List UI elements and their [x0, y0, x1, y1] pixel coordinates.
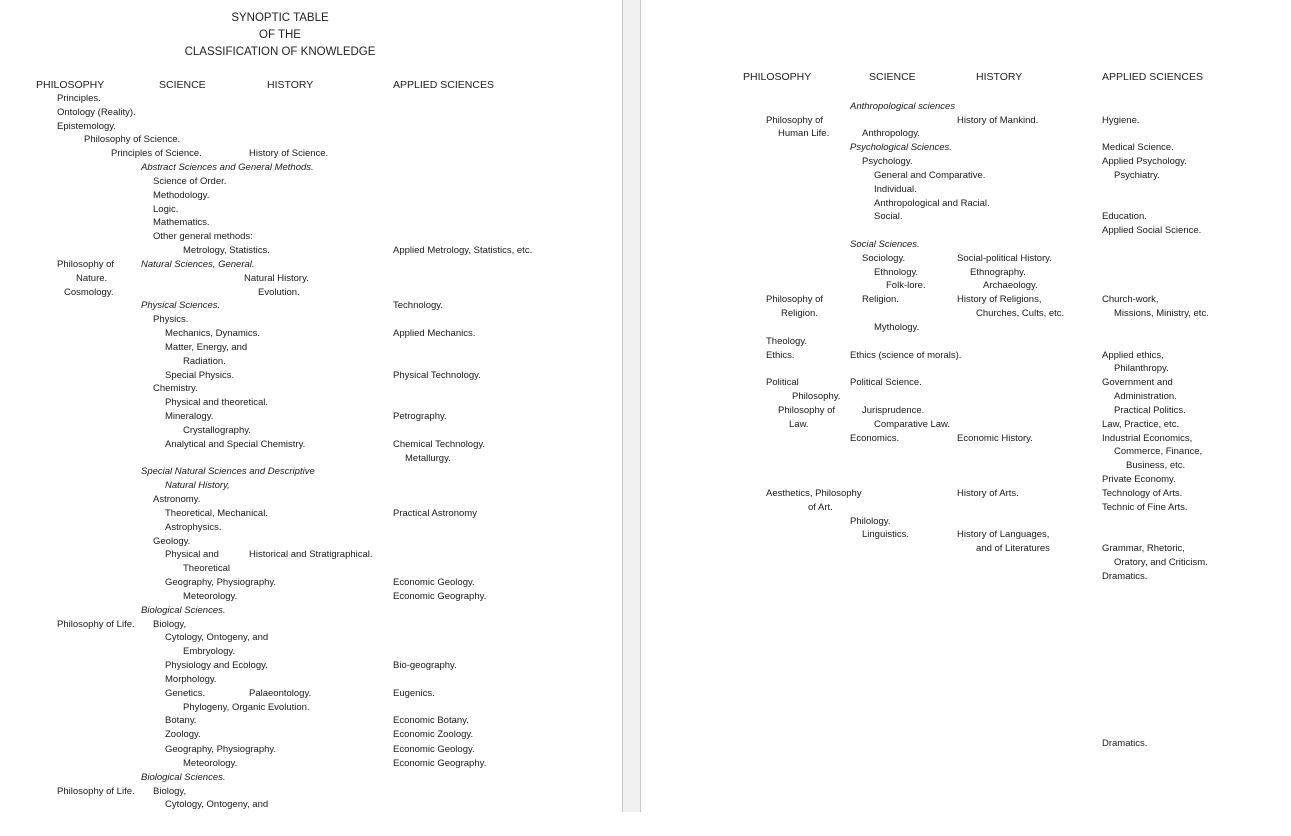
- table-entry: Psychological Sciences.: [850, 142, 952, 153]
- table-entry: Private Economy.: [1102, 474, 1176, 485]
- table-entry: Political Science.: [850, 377, 922, 388]
- table-entry: Palaeontology.: [249, 688, 312, 699]
- table-entry: History of Mankind.: [957, 115, 1039, 126]
- table-entry: Meteorology.: [183, 758, 238, 769]
- table-entry: Biology,: [153, 619, 187, 630]
- column-header-science: SCIENCE: [869, 71, 916, 83]
- table-entry: Commerce, Finance,: [1114, 446, 1203, 457]
- column-header-history: HISTORY: [267, 79, 314, 91]
- table-entry: Theoretical: [183, 563, 230, 574]
- table-entry: Physics.: [153, 314, 189, 325]
- table-entry: Philosophy of: [766, 294, 824, 305]
- table-entry: Comparative Law.: [874, 419, 951, 430]
- table-entry: Social Sciences.: [850, 239, 920, 250]
- table-entry: Crystallography.: [183, 425, 251, 436]
- table-entry: Anthropological sciences: [850, 101, 956, 112]
- table-entry: Science of Order.: [153, 176, 227, 187]
- table-entry: Zoology.: [165, 729, 201, 740]
- table-entry: Evolution.: [258, 287, 300, 298]
- table-entry: Metallurgy.: [405, 453, 451, 464]
- table-entry: Churches, Cults, etc.: [976, 308, 1065, 319]
- table-entry: Geography, Physiography.: [165, 577, 277, 588]
- table-entry: Philosophy of Life.: [57, 786, 135, 797]
- table-entry: Archaeology.: [983, 280, 1038, 291]
- table-entry: Philosophy of: [778, 405, 836, 416]
- table-entry: Practical Politics.: [1114, 405, 1186, 416]
- table-entry: Theoretical, Mechanical.: [165, 508, 268, 519]
- table-entry: Anthropological and Racial.: [874, 198, 990, 209]
- table-entry: Economic History.: [957, 433, 1033, 444]
- table-entry: and of Literatures: [976, 543, 1050, 554]
- table-entry: Special Natural Sciences and Descriptive: [141, 466, 315, 477]
- table-title-line-2: OF THE: [259, 29, 301, 41]
- table-entry: Morphology.: [165, 674, 217, 685]
- table-entry: Chemical Technology.: [393, 439, 486, 450]
- table-entry: Social-political History.: [957, 253, 1052, 264]
- page-gutter: [622, 0, 641, 812]
- table-entry: Psychiatry.: [1114, 170, 1160, 181]
- table-entry: Philosophy.: [792, 391, 841, 402]
- table-entry: Philanthropy.: [1114, 363, 1169, 374]
- table-entry: Religion.: [862, 294, 899, 305]
- table-entry: Dramatics.: [1102, 571, 1148, 582]
- table-entry: Missions, Ministry, etc.: [1114, 308, 1209, 319]
- table-entry: Industrial Economics,: [1102, 433, 1193, 444]
- table-entry: Geology.: [153, 536, 191, 547]
- table-entry: Medical Science.: [1102, 142, 1174, 153]
- table-entry: Linguistics.: [862, 529, 909, 540]
- table-entry: Folk-lore.: [886, 280, 926, 291]
- table-entry: Economic Botany.: [393, 715, 469, 726]
- table-entry: Individual.: [874, 184, 917, 195]
- table-entry: Economics.: [850, 433, 900, 444]
- table-entry: Physiology and Ecology.: [165, 660, 268, 671]
- table-entry: Natural History,: [165, 480, 230, 491]
- table-entry: Bio-geography.: [393, 660, 457, 671]
- table-entry: Botany.: [165, 715, 197, 726]
- table-entry: General and Comparative.: [874, 170, 986, 181]
- table-entry: Eugenics.: [393, 688, 435, 699]
- table-entry: Education.: [1102, 211, 1147, 222]
- table-entry: Sociology.: [862, 253, 906, 264]
- table-entry: Historical and Stratigraphical.: [249, 549, 373, 560]
- table-entry: Physical Sciences.: [141, 300, 221, 311]
- column-header-applied-sciences: APPLIED SCIENCES: [1102, 71, 1203, 83]
- table-entry: Geography, Physiography.: [165, 744, 277, 755]
- table-entry: Dramatics.: [1102, 738, 1148, 749]
- table-entry: Ethnology.: [874, 267, 919, 278]
- table-entry: Petrography.: [393, 411, 447, 422]
- table-entry: Logic.: [153, 204, 179, 215]
- table-title-line-1: SYNOPTIC TABLE: [231, 12, 329, 24]
- table-entry: Meteorology.: [183, 591, 238, 602]
- page-left: [0, 0, 622, 812]
- table-entry: Matter, Energy, and: [165, 342, 248, 353]
- table-entry: Biological Sciences.: [141, 605, 226, 616]
- window-bottom-edge: [0, 812, 1291, 836]
- table-entry: Astrophysics.: [165, 522, 222, 533]
- table-entry: of Art.: [808, 502, 833, 513]
- table-entry: Law, Practice, etc.: [1102, 419, 1180, 430]
- table-entry: Biological Sciences.: [141, 772, 226, 783]
- table-entry: Phylogeny, Organic Evolution.: [183, 702, 310, 713]
- table-entry: Nature.: [76, 273, 108, 284]
- column-header-applied-sciences: APPLIED SCIENCES: [393, 79, 494, 91]
- table-entry: Physical and: [165, 549, 219, 560]
- table-entry: Analytical and Special Chemistry.: [165, 439, 306, 450]
- table-entry: Cytology, Ontogeny, and: [165, 632, 269, 643]
- table-entry: Psychology.: [862, 156, 913, 167]
- table-entry: Principles of Science.: [111, 148, 202, 159]
- table-entry: Law.: [789, 419, 809, 430]
- column-header-philosophy: PHILOSOPHY: [36, 79, 105, 91]
- table-entry: Applied Social Science.: [1102, 225, 1202, 236]
- table-entry: Natural Sciences, General.: [141, 259, 255, 270]
- table-entry: Human Life.: [778, 128, 830, 139]
- table-entry: Economic Geology.: [393, 577, 475, 588]
- table-entry: Natural History.: [244, 273, 309, 284]
- table-entry: Ethics.: [766, 350, 795, 361]
- table-entry: Economic Geography.: [393, 758, 487, 769]
- table-entry: Radiation.: [183, 356, 226, 367]
- table-entry: Religion.: [781, 308, 818, 319]
- table-entry: Genetics.: [165, 688, 206, 699]
- table-entry: Philosophy of Life.: [57, 619, 135, 630]
- table-entry: Cosmology.: [64, 287, 114, 298]
- column-header-science: SCIENCE: [159, 79, 206, 91]
- table-entry: Economic Zoology.: [393, 729, 474, 740]
- table-entry: Aesthetics, Philosophy: [766, 488, 862, 499]
- table-entry: Administration.: [1114, 391, 1177, 402]
- table-entry: Social.: [874, 211, 903, 222]
- table-entry: Mineralogy.: [165, 411, 214, 422]
- table-entry: Other general methods:: [153, 231, 253, 242]
- table-entry: Methodology.: [153, 190, 210, 201]
- table-entry: Technology.: [393, 300, 443, 311]
- table-entry: Cytology, Ontogeny, and: [165, 799, 269, 810]
- table-entry: Political: [766, 377, 799, 388]
- table-entry: Government and: [1102, 377, 1173, 388]
- table-entry: History of Languages,: [957, 529, 1050, 540]
- table-entry: Anthropology.: [862, 128, 920, 139]
- table-entry: Mechanics, Dynamics.: [165, 328, 261, 339]
- column-header-philosophy: PHILOSOPHY: [743, 71, 812, 83]
- table-entry: Applied ethics,: [1102, 350, 1164, 361]
- table-entry: Oratory, and Criticism.: [1114, 557, 1208, 568]
- table-entry: Mathematics.: [153, 217, 210, 228]
- table-entry: Ontology (Reality).: [57, 107, 136, 118]
- table-entry: Business, etc.: [1126, 460, 1186, 471]
- table-entry: History of Arts.: [957, 488, 1019, 499]
- table-entry: Practical Astronomy: [393, 508, 477, 519]
- table-entry: Mythology.: [874, 322, 920, 333]
- table-entry: Metrology, Statistics.: [183, 245, 270, 256]
- table-entry: Technic of Fine Arts.: [1102, 502, 1188, 513]
- column-header-history: HISTORY: [976, 71, 1023, 83]
- table-entry: Astronomy.: [153, 494, 201, 505]
- table-entry: Technology of Arts.: [1102, 488, 1183, 499]
- page-right: [641, 0, 1291, 812]
- table-entry: Physical and theoretical.: [165, 397, 268, 408]
- table-entry: Applied Metrology, Statistics, etc.: [393, 245, 533, 256]
- table-entry: Physical Technology.: [393, 370, 481, 381]
- table-entry: Abstract Sciences and General Methods.: [141, 162, 314, 173]
- table-entry: Biology,: [153, 786, 187, 797]
- table-entry: Epistemology.: [57, 121, 116, 132]
- table-entry: Philology.: [850, 516, 891, 527]
- table-entry: Grammar, Rhetoric,: [1102, 543, 1185, 554]
- table-entry: Philosophy of Science.: [84, 134, 181, 145]
- table-entry: Economic Geography.: [393, 591, 487, 602]
- table-entry: Embryology.: [183, 646, 236, 657]
- table-entry: History of Science.: [249, 148, 329, 159]
- table-entry: Church-work,: [1102, 294, 1159, 305]
- table-entry: History of Religions,: [957, 294, 1042, 305]
- table-entry: Special Physics.: [165, 370, 235, 381]
- table-entry: Principles.: [57, 93, 101, 104]
- table-entry: Philosophy of: [766, 115, 824, 126]
- table-entry: Chemistry.: [153, 383, 198, 394]
- table-title-line-3: CLASSIFICATION OF KNOWLEDGE: [184, 46, 376, 58]
- table-entry: Economic Geology.: [393, 744, 475, 755]
- table-entry: Ethics (science of morals).: [850, 350, 962, 361]
- table-entry: Philosophy of: [57, 259, 115, 270]
- table-entry: Theology.: [766, 336, 808, 347]
- table-entry: Ethnography.: [970, 267, 1026, 278]
- table-entry: Applied Psychology.: [1102, 156, 1187, 167]
- table-entry: Jurisprudence.: [862, 405, 925, 416]
- table-entry: Hygiene.: [1102, 115, 1140, 126]
- table-entry: Applied Mechanics.: [393, 328, 476, 339]
